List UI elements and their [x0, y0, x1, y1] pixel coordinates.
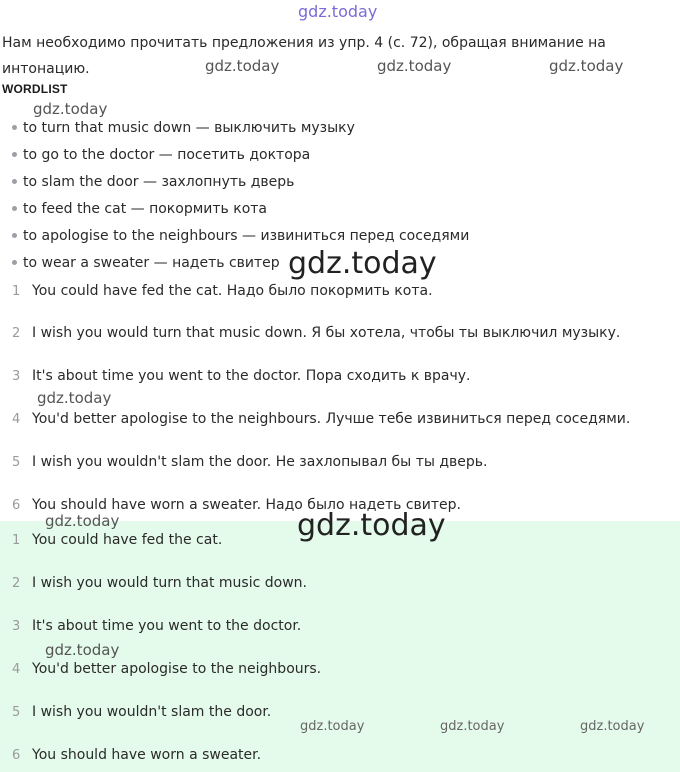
- sentence-number: 3: [12, 369, 21, 384]
- sentence-translated: 2 I wish you would turn that music down. Я бы хотела, чтобы ты выключил музыку.: [12, 325, 621, 341]
- watermark: gdz.today: [288, 246, 437, 281]
- intro-text: Нам необходимо прочитать предложения из упр. 4 (с. 72), обращая внимание на интонацию.: [2, 35, 606, 77]
- sentence-translated: 4 You'd better apologise to the neighbours. Лучше тебе извиниться перед соседями.: [12, 411, 631, 427]
- sentence-number: 5: [12, 705, 21, 720]
- sentence-number: 2: [12, 326, 21, 341]
- wordlist-item: to go to the doctor — посетить доктора: [12, 147, 310, 163]
- wordlist-item: to turn that music down — выключить музыку: [12, 120, 355, 136]
- watermark: gdz.today: [33, 100, 108, 118]
- wordlist-item: to wear a sweater — надеть свитер: [12, 255, 280, 271]
- sentence-translated: 5 I wish you wouldn't slam the door. Не захлопывал бы ты дверь.: [12, 454, 488, 470]
- sentence-number: 6: [12, 498, 21, 513]
- sentence-translated: 3 It's about time you went to the doctor. Пора сходить к врачу.: [12, 368, 471, 384]
- sentence-translated: 1 You could have fed the cat. Надо было покормить кота.: [12, 283, 433, 299]
- watermark: gdz.today: [377, 57, 452, 75]
- sentence-number: 5: [12, 455, 21, 470]
- sentence-number: 2: [12, 576, 21, 591]
- watermark: gdz.today: [45, 512, 120, 530]
- watermark: gdz.today: [297, 508, 446, 543]
- wordlist-item: to apologise to the neighbours — извиниться перед соседями: [12, 228, 469, 244]
- watermark: gdz.today: [440, 719, 505, 734]
- watermark: gdz.today: [205, 57, 280, 75]
- sentence-number: 3: [12, 619, 21, 634]
- watermark: gdz.today: [549, 57, 624, 75]
- watermark: gdz.today: [580, 719, 645, 734]
- sentence-translated: 6 You should have worn a sweater. Надо было надеть свитер.: [12, 497, 461, 513]
- wordlist-item: to feed the cat — покормить кота: [12, 201, 267, 217]
- bullet-icon: [12, 179, 17, 184]
- sentence-number: 4: [12, 662, 21, 677]
- sentence-english: 3 It's about time you went to the doctor.: [12, 618, 302, 634]
- sentence-english: 4 You'd better apologise to the neighbours.: [12, 661, 322, 677]
- watermark: gdz.today: [298, 2, 378, 21]
- sentence-english: 1 You could have fed the cat.: [12, 532, 223, 548]
- bullet-icon: [12, 233, 17, 238]
- bullet-icon: [12, 206, 17, 211]
- sentence-english: 6 You should have worn a sweater.: [12, 747, 262, 763]
- watermark: gdz.today: [45, 641, 120, 659]
- bullet-icon: [12, 125, 17, 130]
- sentence-number: 6: [12, 748, 21, 763]
- bullet-icon: [12, 152, 17, 157]
- watermark: gdz.today: [300, 719, 365, 734]
- sentence-number: 1: [12, 533, 21, 548]
- bullet-icon: [12, 260, 17, 265]
- sentence-number: 4: [12, 412, 21, 427]
- sentence-number: 1: [12, 284, 21, 299]
- sentence-english: 5 I wish you wouldn't slam the door.: [12, 704, 272, 720]
- sentence-english: 2 I wish you would turn that music down.: [12, 575, 307, 591]
- watermark: gdz.today: [37, 389, 112, 407]
- wordlist-item: to slam the door — захлопнуть дверь: [12, 174, 294, 190]
- wordlist-title: WORDLIST: [2, 82, 68, 96]
